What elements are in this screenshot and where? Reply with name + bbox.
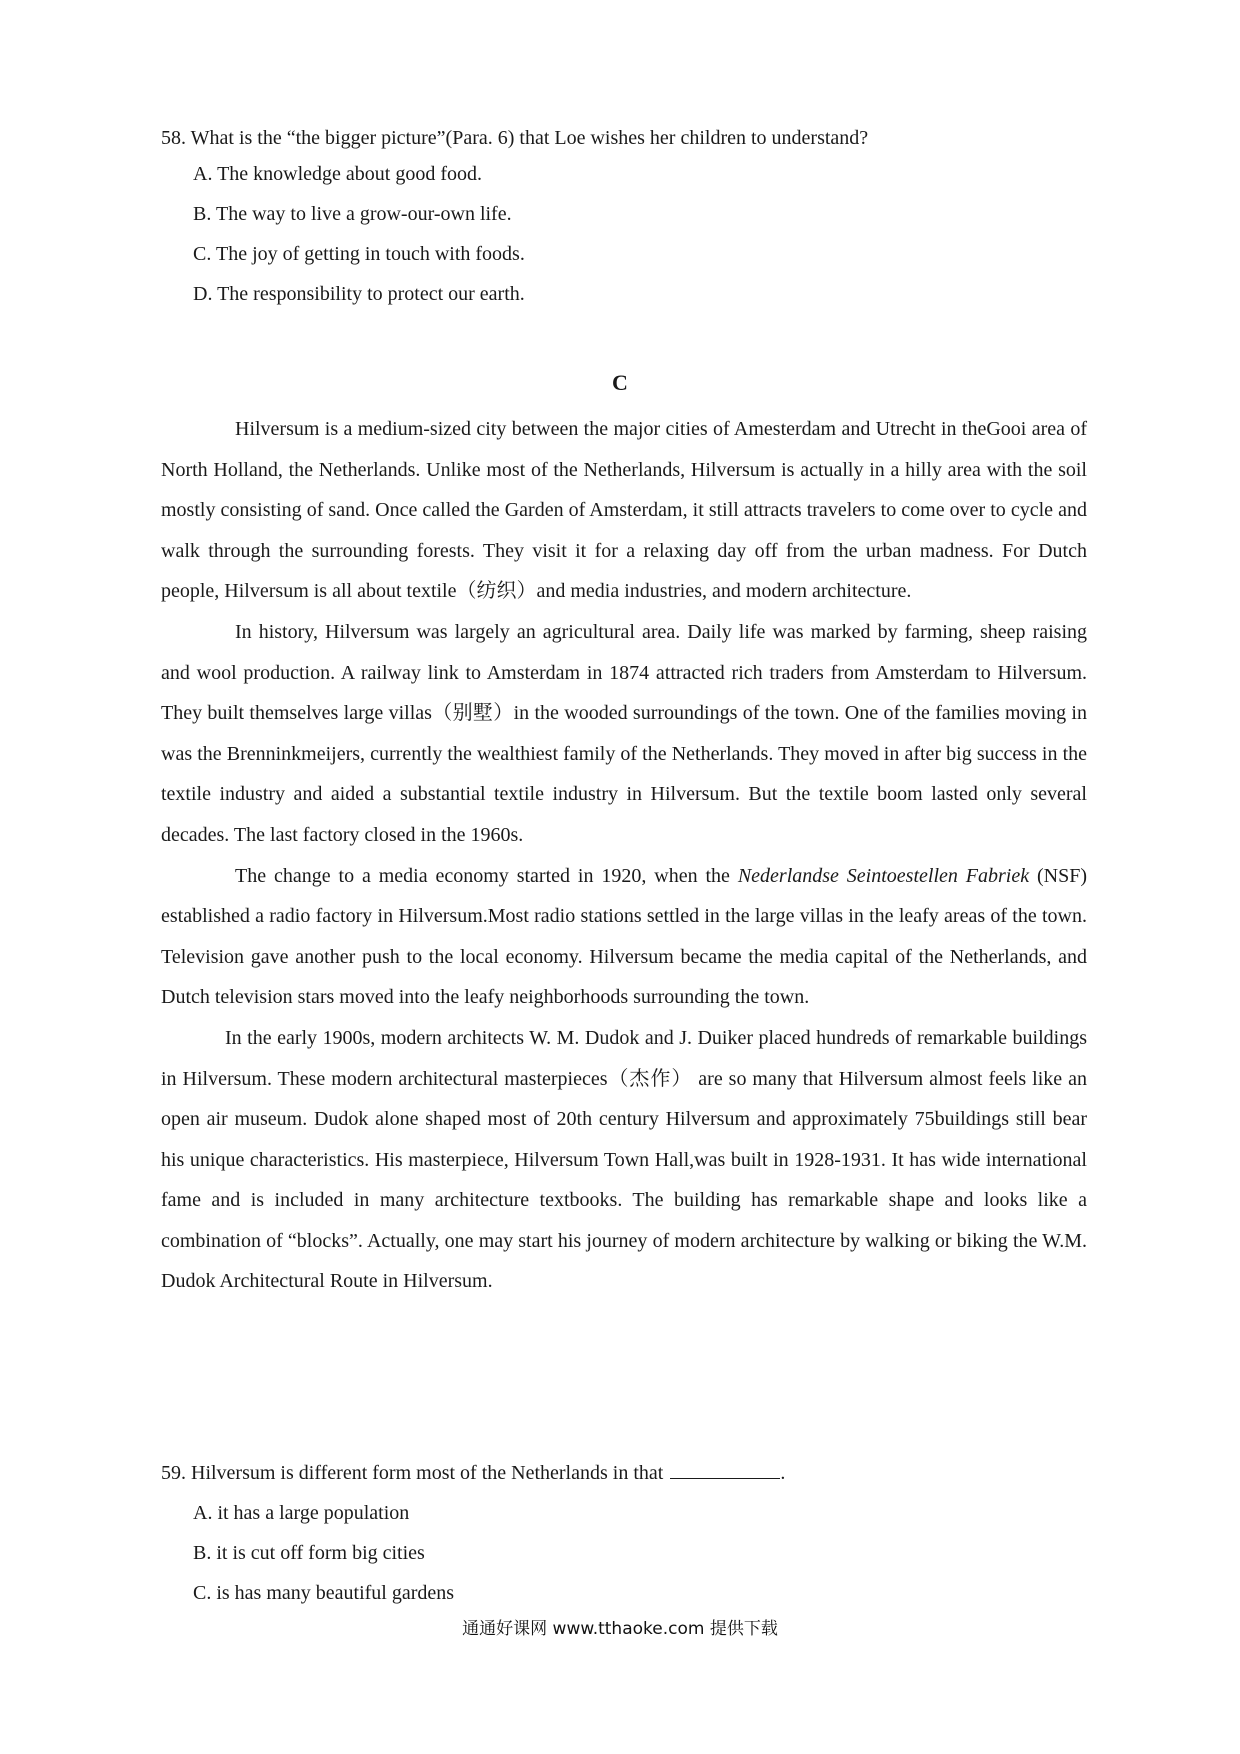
- section-heading: C: [612, 370, 628, 395]
- passage-paragraph-1: Hilversum is a medium-sized city between the major cities of Amesterdam and Utrecht in theGooi area of North Holland, the Netherlands. Unlike most of the Netherlands, Hilversum is actually in a hilly area with the soil mostly consisting of sand. Once called the Garden of Amsterdam, it still attracts travelers to come over to cycle and walk through the surrounding forests. They visit it for a relaxing day off from the urban madness. For Dutch people, Hilversum is all about textile（纺织）and media industries, and modern architecture.: [161, 418, 1087, 603]
- answer-blank: [670, 1460, 780, 1479]
- question-59: [161, 1460, 1091, 1605]
- passage-paragraph-3-start: The change to a media economy started in 1920, when the: [235, 864, 738, 887]
- question-59-option-b: B. it is cut off form big cities: [193, 1542, 425, 1564]
- passage-paragraph-2: In history, Hilversum was largely an agricultural area. Daily life was marked by farming, sheep raising and wool production. A railway link to Amsterdam in 1874 attracted rich traders from Amsterdam to Hilversum. They built themselves large villas（别墅）in the wooded surroundings of the town. One of the families moving in was the Brenninkmeijers, currently the wealthiest family of the Netherlands. They moved in after big success in the textile industry and aided a substantial textile industry in Hilversum. But the textile boom lasted only several decades. The last factory closed in the 1960s.: [161, 620, 1087, 846]
- question-58-option-c: C. The joy of getting in touch with foods.: [193, 243, 525, 265]
- question-59-stem: [161, 1460, 1091, 1485]
- passage-paragraph-3: [161, 856, 1087, 1018]
- question-58-stem: 58. What is the “the bigger picture”(Para. 6) that Loe wishes her children to understand?: [161, 127, 869, 149]
- question-59-option-c: C. is has many beautiful gardens: [193, 1582, 455, 1604]
- passage-paragraph-3-end: (NSF) established a radio factory in Hilversum.Most radio stations settled in the large villas in the leafy areas of the town. Television gave another push to the local economy. Hilversum became the media capital of the Netherlands, and Dutch television stars moved into the leafy neighborhoods surrounding the town.: [161, 864, 1087, 1009]
- question-59-option-a: A. it has a large population: [193, 1502, 410, 1524]
- page-footer: 通通好课网 www.tthaoke.com 提供下载: [462, 1619, 778, 1639]
- question-58-option-d: D. The responsibility to protect our earth.: [193, 283, 525, 305]
- question-58-option-b: B. The way to live a grow-our-own life.: [193, 203, 512, 225]
- passage-paragraph-4: In the early 1900s, modern architects W. M. Dudok and J. Duiker placed hundreds of remarkable buildings in Hilversum. These modern architectural masterpieces（杰作） are so many that Hilversum almost feels like an open air museum. Dudok alone shaped most of 20th century Hilversum and approximately 75buildings still bear his unique characteristics. His masterpiece, Hilversum Town Hall,was built in 1928-1931. It has wide international fame and is included in many architecture textbooks. The building has remarkable shape and looks like a combination of “blocks”. Actually, one may start his journey of modern architecture by walking or biking the W.M. Dudok Architectural Route in Hilversum.: [161, 1026, 1087, 1293]
- passage-paragraph-3-italic-name: Nederlandse Seintoestellen Fabriek: [737, 864, 1030, 887]
- question-59-stem-end: .: [780, 1462, 786, 1484]
- question-58-option-a: A. The knowledge about good food.: [193, 163, 483, 185]
- question-59-stem-text: 59. Hilversum is different form most of the Netherlands in that: [161, 1462, 664, 1484]
- reading-passage: [161, 409, 1087, 1302]
